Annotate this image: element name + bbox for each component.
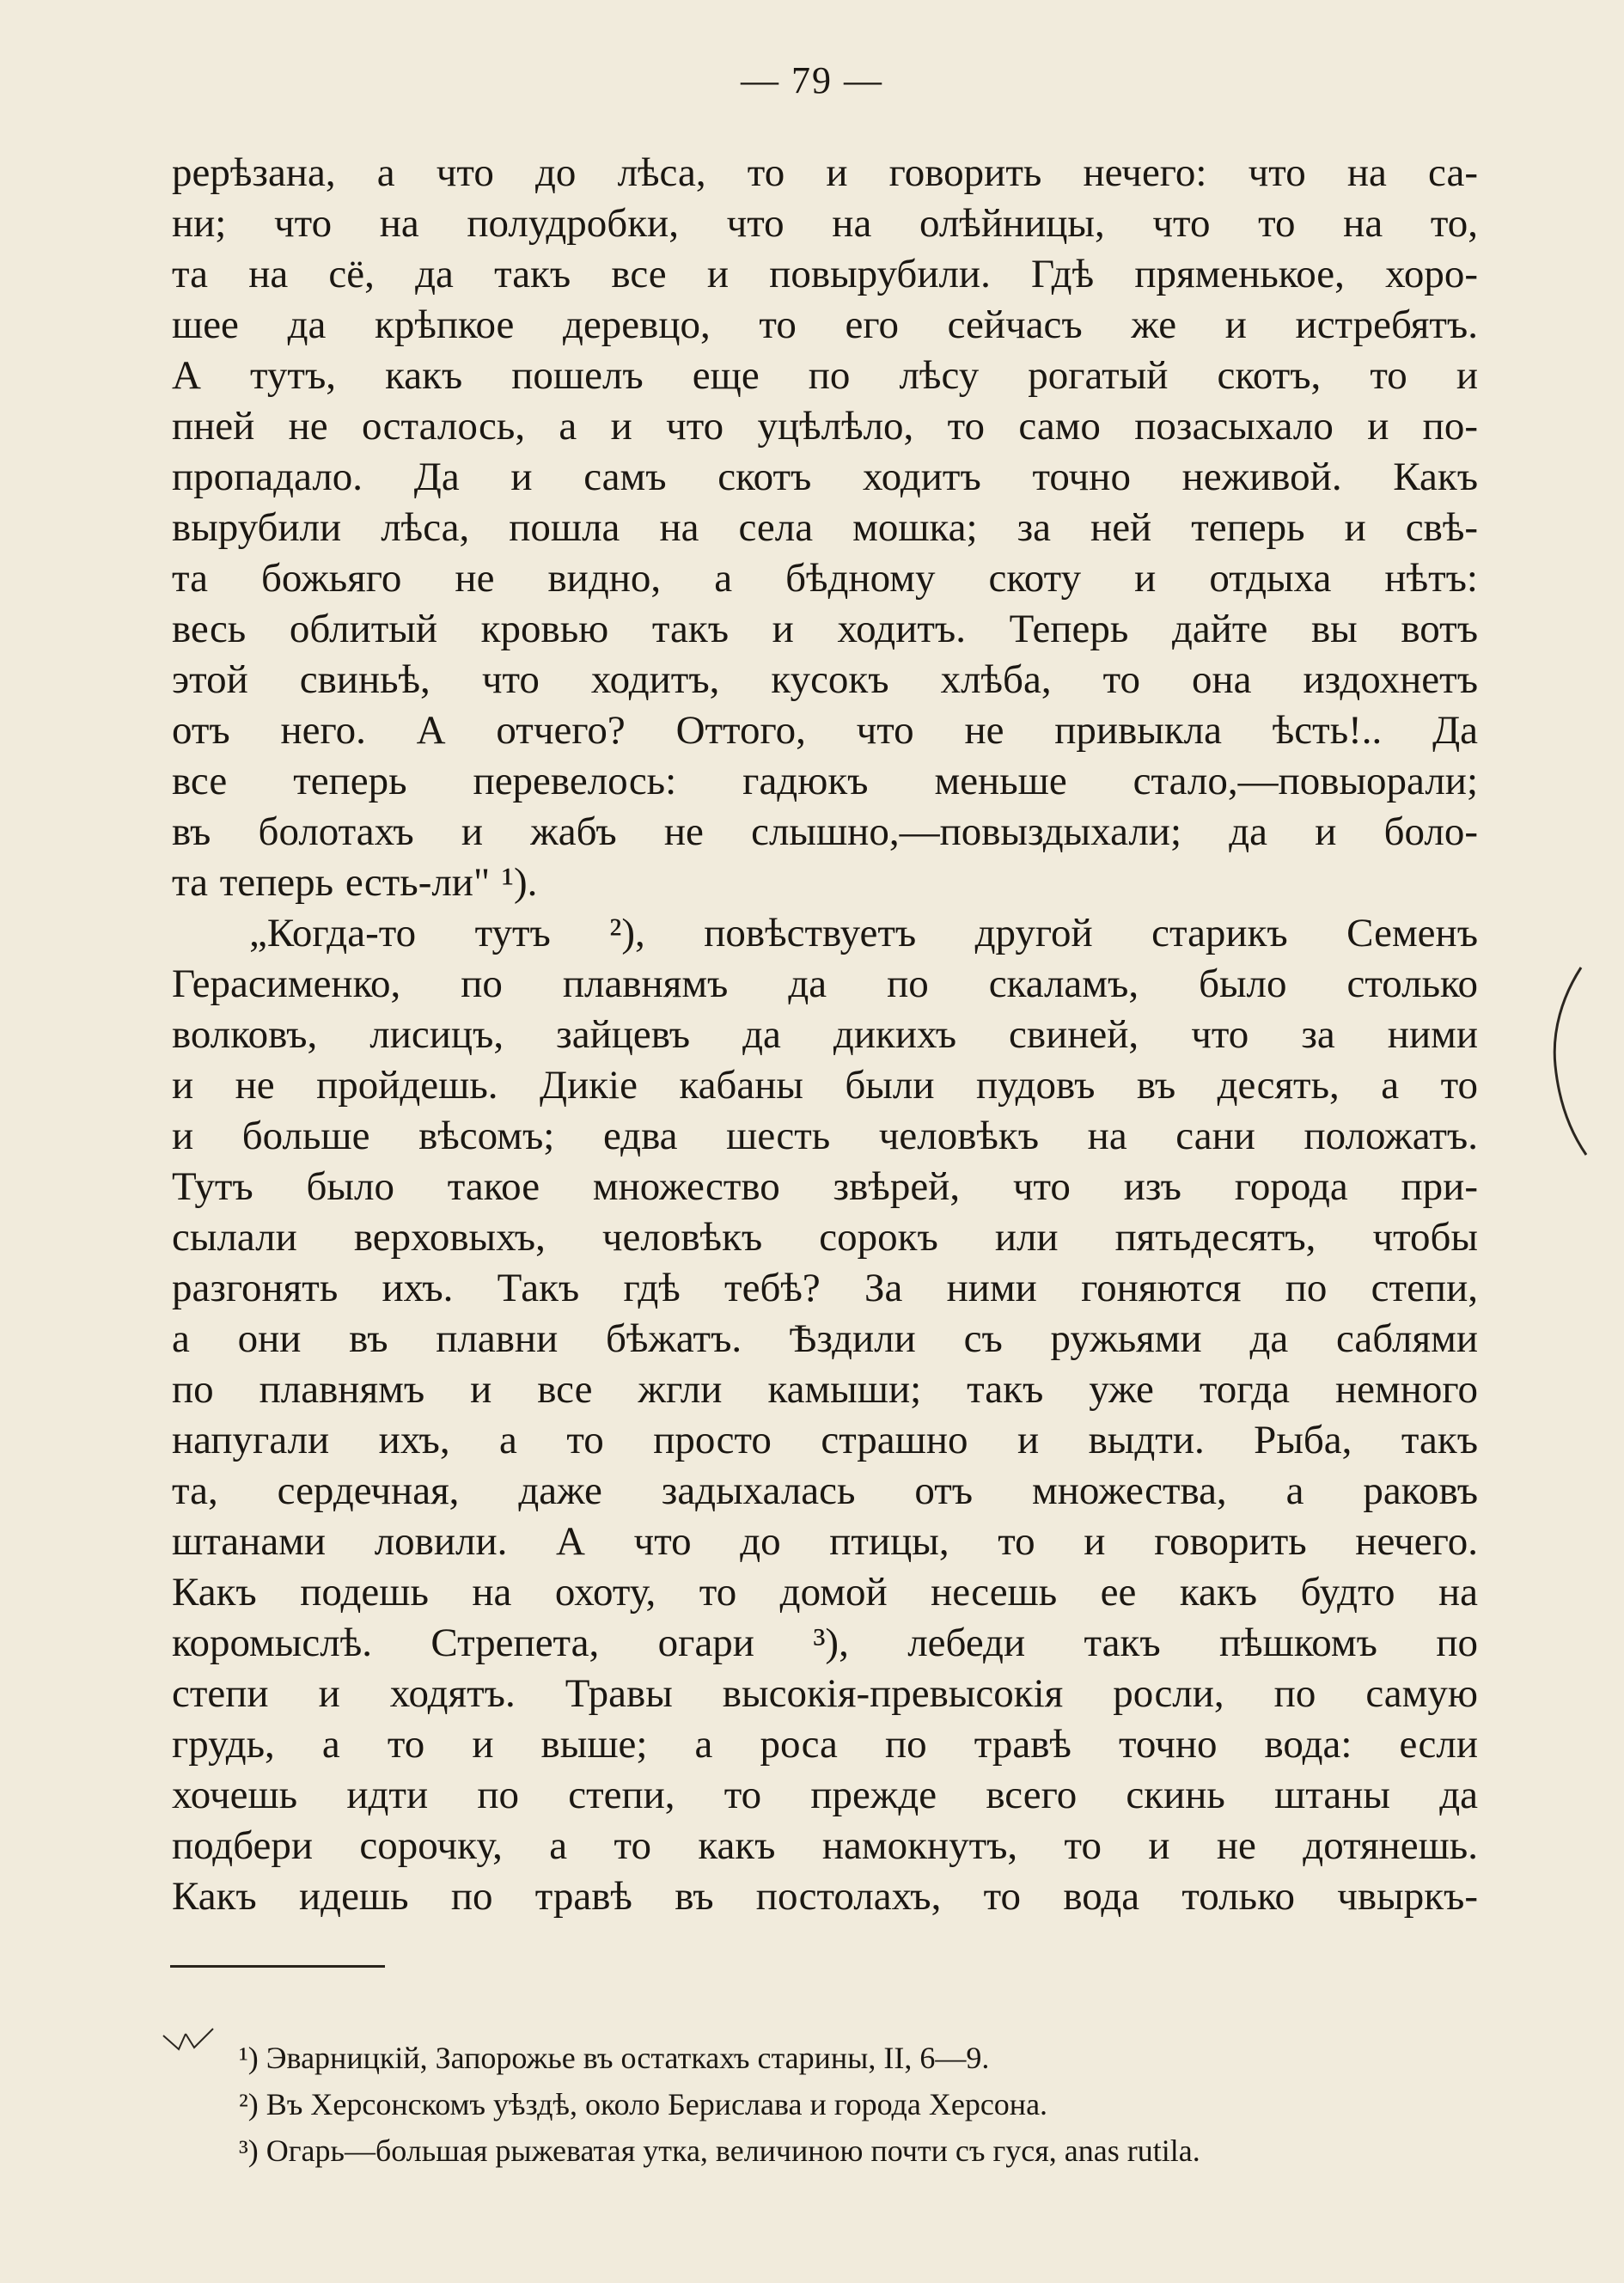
footnote-2: ²) Въ Херсонскомъ уѣздѣ, около Берислава и города Херсона. bbox=[239, 2087, 1048, 2121]
text-line: и не пройдешь. Дикіе кабаны были пудовъ въ десять, а то bbox=[172, 1063, 1478, 1108]
text-line: Герасименко, по плавнямъ да по скаламъ, было столько bbox=[172, 961, 1478, 1006]
text-line: пней не осталось, а и что уцѣлѣло, то само позасыхало и по- bbox=[172, 404, 1478, 449]
text-line: та божьяго не видно, а бѣдному скоту и отдыха нѣтъ: bbox=[172, 556, 1478, 601]
text-line: Какъ идешь по травѣ въ постолахъ, то вода только чвыркъ- bbox=[172, 1874, 1478, 1919]
text-line: Какъ подешь на охоту, то домой несешь ее какъ будто на bbox=[172, 1570, 1478, 1615]
text-line: А тутъ, какъ пошелъ еще по лѣсу рогатый скотъ, то и bbox=[172, 353, 1478, 398]
text-line: грудь, а то и выше; а роса по травѣ точно вода: если bbox=[172, 1722, 1478, 1767]
text-line: та на сё, да такъ все и повырубили. Гдѣ пряменькое, хоро- bbox=[172, 252, 1478, 296]
text-line: напугали ихъ, а то просто страшно и выдти. Рыба, такъ bbox=[172, 1418, 1478, 1462]
pencil-bracket-mark bbox=[1543, 962, 1603, 1160]
pencil-tick-mark bbox=[160, 2024, 229, 2058]
text-line: ни; что на полудробки, что на олѣйницы, что то на то, bbox=[172, 201, 1478, 246]
text-line: та теперь есть-ли" ¹). bbox=[172, 860, 538, 905]
text-line: Тутъ было такое множество звѣрей, что изъ города при- bbox=[172, 1164, 1478, 1209]
text-line: вырубили лѣса, пошла на села мошка; за ней теперь и свѣ- bbox=[172, 505, 1478, 550]
text-line: хочешь идти по степи, то прежде всего скинь штаны да bbox=[172, 1773, 1478, 1817]
text-line: штанами ловили. А что до птицы, то и говорить нечего. bbox=[172, 1519, 1478, 1564]
text-line: подбери сорочку, а то какъ намокнутъ, то и не дотянешь. bbox=[172, 1823, 1478, 1868]
page-number: — 79 — bbox=[741, 59, 883, 101]
text-line: этой свиньѣ, что ходитъ, кусокъ хлѣба, то она издохнетъ bbox=[172, 657, 1478, 702]
text-line: весь облитый кровью такъ и ходитъ. Теперь дайте вы вотъ bbox=[172, 607, 1478, 651]
footnote-1: ¹) Эварницкій, Запорожье въ остаткахъ старины, II, 6—9. bbox=[239, 2041, 990, 2075]
text-line: въ болотахъ и жабъ не слышно,—повыздыхали; да и боло- bbox=[172, 809, 1478, 854]
text-line: шее да крѣпкое деревцо, то его сейчасъ же и истребятъ. bbox=[172, 302, 1478, 347]
footnote-3: ³) Огарь—большая рыжеватая утка, величиною почти съ гуся, anas rutila. bbox=[239, 2133, 1200, 2168]
text-line: коромыслѣ. Стрепета, огари ³), лебеди такъ пѣшкомъ по bbox=[172, 1621, 1478, 1665]
body-text bbox=[172, 148, 1478, 1922]
text-line: а они въ плавни бѣжатъ. Ѣздили съ ружьями да саблями bbox=[172, 1316, 1478, 1361]
footnotes bbox=[239, 2035, 1476, 2174]
text-line: волковъ, лисицъ, зайцевъ да дикихъ свиней, что за ними bbox=[172, 1012, 1478, 1057]
text-line: отъ него. А отчего? Оттого, что не привыкла ѣсть!.. Да bbox=[172, 708, 1478, 753]
text-line: пропадало. Да и самъ скотъ ходитъ точно неживой. Какъ bbox=[172, 455, 1478, 499]
text-line: все теперь перевелось: гадюкъ меньше стало,—повыорали; bbox=[172, 759, 1478, 803]
text-line: „Когда-то тутъ ²), повѣствуетъ другой старикъ Семенъ bbox=[249, 911, 1478, 955]
text-line: по плавнямъ и все жгли камыши; такъ уже тогда немного bbox=[172, 1367, 1478, 1412]
text-line: и больше вѣсомъ; едва шесть человѣкъ на сани положатъ. bbox=[172, 1114, 1478, 1158]
text-line: сылали верховыхъ, человѣкъ сорокъ или пятьдесятъ, чтобы bbox=[172, 1215, 1478, 1260]
text-line: степи и ходятъ. Травы высокія-превысокія росли, по самую bbox=[172, 1671, 1478, 1716]
text-line: разгонять ихъ. Такъ гдѣ тебѣ? За ними гоняются по степи, bbox=[172, 1266, 1478, 1310]
text-line: рерѣзана, а что до лѣса, то и говорить нечего: что на са- bbox=[172, 150, 1478, 195]
text-line: та, сердечная, даже задыхалась отъ множества, а раковъ bbox=[172, 1468, 1478, 1513]
footnote-rule bbox=[170, 1965, 385, 1968]
